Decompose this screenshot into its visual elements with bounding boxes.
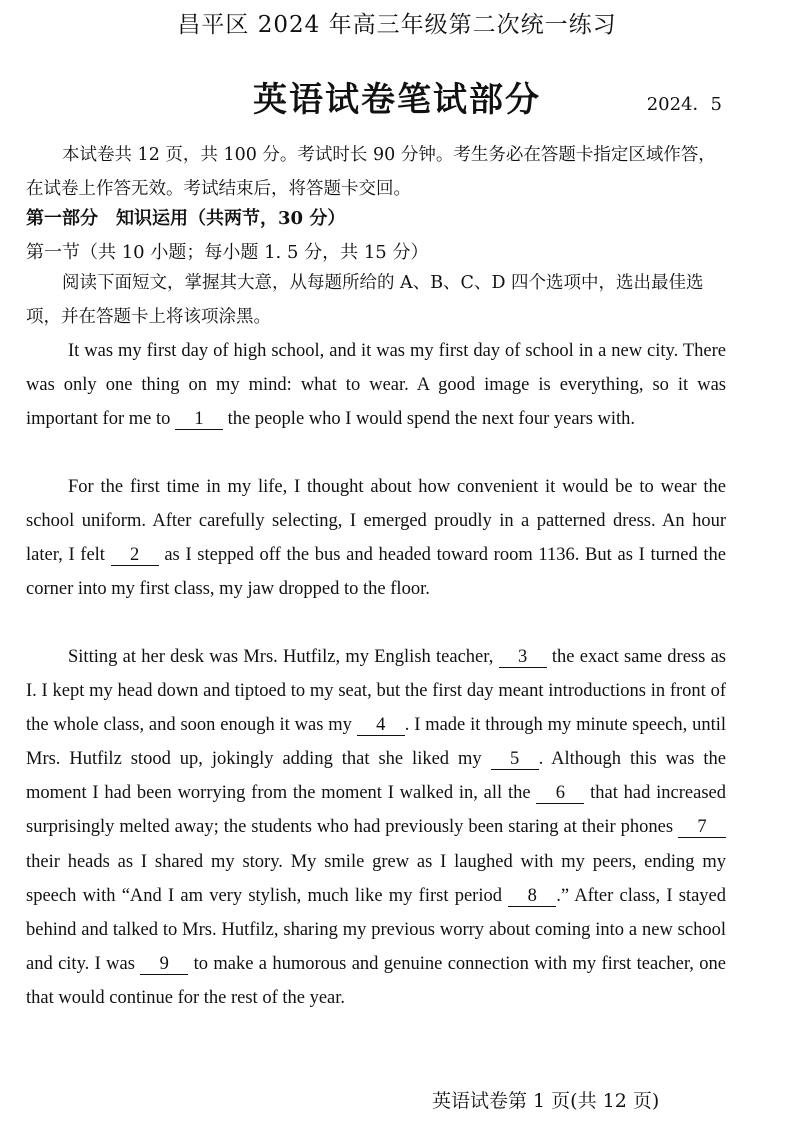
passage-text: the exact same dress as I. I kept my head down and tiptoed to my seat, but the first day meant introductions in front of the whole class, and soon enough it was my xyxy=(26,647,726,736)
passage-text: to make a humorous and genuine connection with my first teacher, one that would continue for the rest of the year. xyxy=(26,953,726,1008)
passage-text: their heads as I shared my story. My smile grew as I laughed with my peers, ending my speech with “And I am very stylish, much like my first period xyxy=(26,851,726,906)
exam-notice: 本试卷共 12 页，共 100 分。考试时长 90 分钟。考生务必在答题卡指定区域作答，在试卷上作答无效。考试结束后，将答题卡交回。 xyxy=(26,145,716,199)
passage-text: For the first time in my life, I thought about how convenient it would be to wear the school uniform. After carefully selecting, I emerged proudly in a patterned dress. An hour later, I felt xyxy=(26,477,726,566)
blank-2: 2 xyxy=(111,545,159,566)
section-direction: 阅读下面短文，掌握其大意，从每题所给的 A、B、C、D 四个选项中，选出最佳选项，并在答题卡上将该项涂黑。 xyxy=(26,273,704,327)
exam-date: 2024．5 xyxy=(646,94,722,115)
blank-6: 6 xyxy=(536,783,584,804)
passage-text: .” After class, I stayed behind and talked to Mrs. Hutfilz, sharing my previous worry about coming into a new school and city. I was xyxy=(26,885,727,974)
blank-1: 1 xyxy=(175,409,223,430)
page-footer: 英语试卷第 1 页(共 12 页) xyxy=(432,1090,660,1112)
paper-title: 英语试卷笔试部分 xyxy=(253,80,541,120)
blank-5: 5 xyxy=(491,749,539,770)
passage-text: . Although this was the moment I had been worrying from the moment I walked in, all the xyxy=(26,749,726,804)
section-title: 第一节（共 10 小题；每小题 1. 5 分，共 15 分） xyxy=(26,242,429,263)
blank-3: 3 xyxy=(499,647,547,668)
passage-text: that had increased surprisingly melted away; the students who had previously been staring at their phones xyxy=(26,783,726,838)
passage-paragraph-1 xyxy=(26,334,726,436)
blank-4: 4 xyxy=(357,715,405,736)
exam-title: 昌平区 2024 年高三年级第二次统一练习 xyxy=(177,12,617,38)
part-title: 第一部分 知识运用（共两节，30 分） xyxy=(26,208,346,229)
passage-text: as I stepped off the bus and headed toward room 1136. But as I turned the corner into my first class, my jaw dropped to the floor. xyxy=(26,545,727,600)
blank-9: 9 xyxy=(140,954,188,975)
passage-text: It was my first day of high school, and it was my first day of school in a new city. There was only one thing on my mind: what to wear. A good image is everything, so it was important for me to xyxy=(26,341,726,430)
passage-text: . I made it through my minute speech, until Mrs. Hutfilz stood up, jokingly adding that she liked my xyxy=(26,715,726,770)
blank-8: 8 xyxy=(508,886,556,907)
passage-paragraph-3 xyxy=(26,640,726,1015)
passage-paragraph-2 xyxy=(26,470,726,606)
blank-7: 7 xyxy=(678,817,726,838)
passage-text: Sitting at her desk was Mrs. Hutfilz, my English teacher, xyxy=(68,647,499,667)
passage-text: the people who I would spend the next four years with. xyxy=(223,409,636,430)
